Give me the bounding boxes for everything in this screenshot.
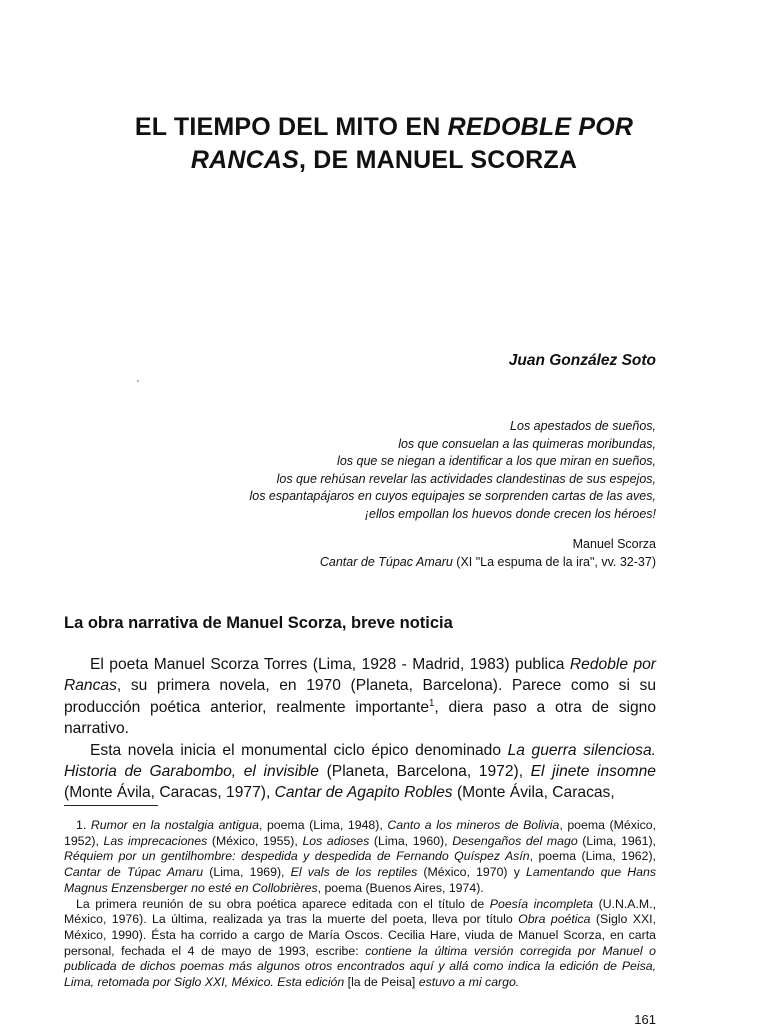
italic-run: Cantar de Túpac Amaru xyxy=(64,865,204,880)
italic-run: Las imprecaciones xyxy=(103,833,208,848)
title-line-2-roman: , DE MANUEL SCORZA xyxy=(299,146,578,174)
text-run: , poema (México, 1952), xyxy=(64,818,656,848)
text-run: (Lima, 1961), xyxy=(577,833,656,848)
italic-run: Réquiem por un gentilhombre: despedida y despedida de Fernando Quíspez Asín xyxy=(64,849,530,864)
text-run: [la de Peisa] xyxy=(344,975,419,990)
text-run: Esta novela inicia el monumental ciclo épico denominado xyxy=(90,741,508,759)
text-run: , poema (Lima, 1962), xyxy=(529,849,656,864)
footnote-1-continued xyxy=(64,897,656,991)
text-run: , diera paso a otra de signo narrativo. xyxy=(64,698,656,738)
italic-run: Canto a los mineros de Bolivia xyxy=(387,818,560,832)
page-number: 161 xyxy=(634,1012,656,1027)
title-line-1 xyxy=(60,111,708,144)
epigraph-line: los que consuelan a las quimeras moribundas, xyxy=(398,436,656,451)
text-run: , poema (Lima, 1948), xyxy=(258,818,388,832)
title-line-2-italic: RANCAS xyxy=(190,146,299,174)
footnote-1 xyxy=(64,818,656,897)
section-heading: La obra narrativa de Manuel Scorza, breve noticia xyxy=(64,614,453,632)
text-run: , su primera novela, en 1970 (Planeta, Barcelona). Parece como si su producción poética anterior, realmente importante xyxy=(64,677,656,716)
title-line-2 xyxy=(60,144,708,177)
attribution-source xyxy=(320,554,656,572)
epigraph xyxy=(249,418,656,524)
body-paragraph-2 xyxy=(64,740,656,804)
text-run: (Siglo XXI, México, 1990). Ésta ha corrido a cargo de María Oscos. Cecilia Hare, viuda de Manuel Scorza, en carta personal, fechada el 4 de mayo de 1993, escribe: xyxy=(64,912,656,958)
scan-speck xyxy=(137,380,139,382)
text-run: (U.N.A.M., México, 1976). La última, realizada ya tras la muerte del poeta, lleva por título xyxy=(64,896,656,927)
attribution-author: Manuel Scorza xyxy=(572,537,656,551)
italic-run: La guerra silenciosa. Historia de Garabombo, el invisible xyxy=(64,741,656,781)
text-run: (México, 1955), xyxy=(207,833,303,848)
epigraph-line: los que se niegan a identificar a los que miran en sueños, xyxy=(337,454,656,469)
attribution-detail: (XI "La espuma de la ira", vv. 32-37) xyxy=(452,554,656,569)
text-run: (Lima, 1969), xyxy=(203,865,291,880)
epigraph-line: los que rehúsan revelar las actividades clandestinas de sus espejos, xyxy=(276,471,656,486)
text-run: (Monte Ávila, Caracas, xyxy=(452,784,615,802)
text-run: (Planeta, Barcelona, 1972), xyxy=(318,763,531,781)
italic-run: estuvo a mi cargo. xyxy=(418,975,520,990)
text-run: 1. xyxy=(76,818,91,832)
attribution-work-title: Cantar de Túpac Amaru xyxy=(319,554,453,569)
epigraph-line: los espantapájaros en cuyos equipajes se sorprenden cartas de las aves, xyxy=(249,489,656,504)
italic-run: Los adioses xyxy=(302,833,370,848)
epigraph-line: Los apestados de sueños, xyxy=(510,419,656,433)
footnote-ref: 1 xyxy=(429,697,435,709)
italic-run: Desengaños del mago xyxy=(452,833,578,848)
italic-run: El jinete insomne xyxy=(530,763,656,781)
body-paragraph-1 xyxy=(64,654,656,740)
italic-run: Rumor en la nostalgia antigua xyxy=(90,818,259,832)
title-line-1-italic: REDOBLE POR xyxy=(447,113,634,141)
italic-run: El vals de los reptiles xyxy=(290,865,418,880)
footnotes xyxy=(64,818,656,991)
italic-run: Cantar de Agapito Robles xyxy=(274,784,453,802)
italic-run: Poesía incompleta xyxy=(489,896,594,911)
body-text xyxy=(64,654,656,804)
epigraph-line: ¡ellos empollan los huevos donde crecen los héroes! xyxy=(364,506,656,521)
title-line-1-roman: EL TIEMPO DEL MITO EN xyxy=(134,113,448,141)
text-run: , poema (Buenos Aires, 1974). xyxy=(317,880,484,895)
italic-run: Redoble por Rancas xyxy=(64,656,656,695)
text-run: (Monte Ávila, Caracas, 1977), xyxy=(64,784,275,802)
italic-run: contiene la última versión corregida por Manuel o publicada de dichos poemas más algunos otros encontrados aquí y allá como indica la edición de Peisa, Lima, retomada por Siglo XXI, México. Esta edición xyxy=(64,943,656,990)
epigraph-attribution xyxy=(320,536,656,571)
text-run: (México, 1970) y xyxy=(417,865,527,880)
footnote-divider xyxy=(64,805,158,806)
italic-run: Obra poética xyxy=(518,912,591,927)
text-run: (Lima, 1960), xyxy=(369,833,453,848)
text-run: El poeta Manuel Scorza Torres (Lima, 1928 - Madrid, 1983) publica xyxy=(90,656,570,673)
author-name: Juan González Soto xyxy=(508,352,656,369)
italic-run: Lamentando que Hans Magnus Enzensberger no esté en Collobrières xyxy=(64,865,656,895)
article-title xyxy=(60,111,708,177)
text-run: La primera reunión de su obra poética aparece editada con el título de xyxy=(76,896,490,911)
